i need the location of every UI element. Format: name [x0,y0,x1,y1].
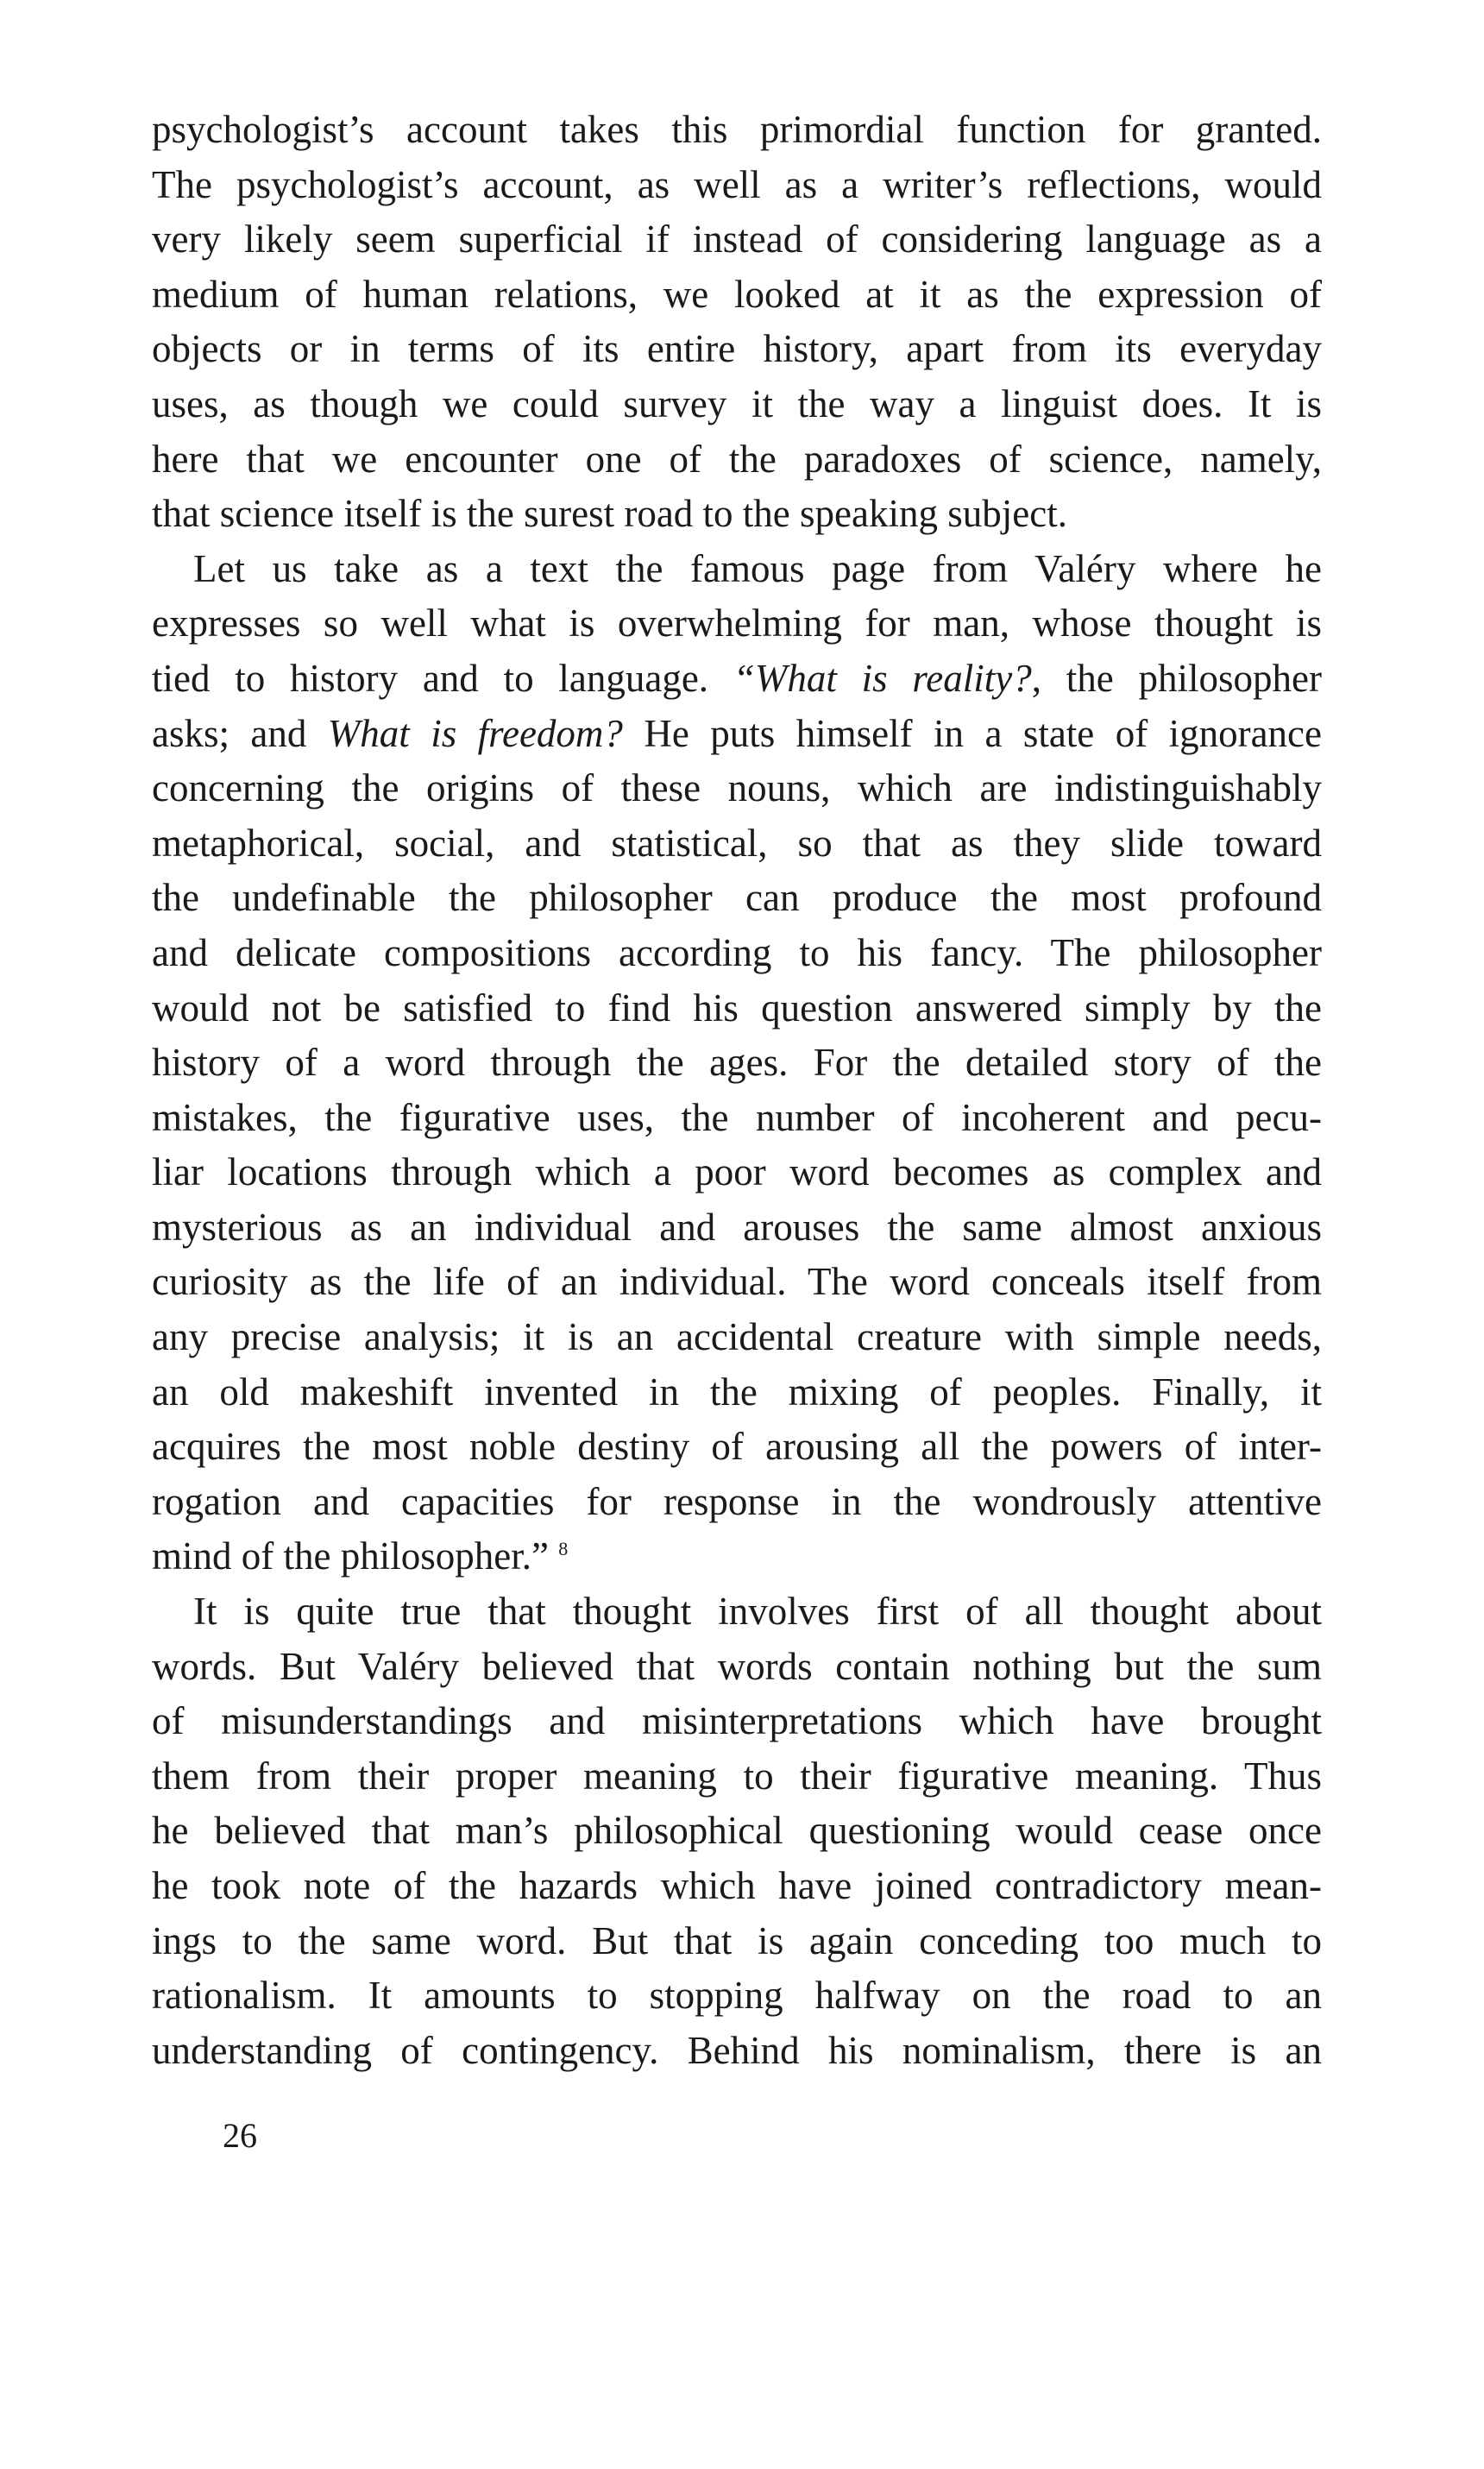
line-text: asks; and [152,711,328,755]
text-line [152,1200,1322,1256]
text-line [152,707,1322,762]
text-line [152,596,1322,652]
line-text: history of a word through the ages. For the detailed story of the [152,1041,1322,1085]
text-line [152,487,1322,542]
text-line [152,1091,1322,1146]
line-text: of misunderstandings and misinterpretations which have brought [152,1699,1322,1743]
line-text: and delicate compositions according to his fancy. The philosopher [152,930,1322,974]
italic-phrase: What is freedom? [327,711,623,755]
line-text: any precise analysis; it is an accidental creature with simple needs, [152,1315,1322,1359]
text-line [152,1749,1322,1805]
body-text [152,103,1322,2078]
line-text: uses, as though we could survey it the way a linguist does. It is [152,381,1322,425]
line-text: an old makeshift invented in the mixing of peoples. Finally, it [152,1370,1322,1414]
line-text: he believed that man’s philosophical questioning would cease once [152,1809,1322,1853]
text-line [152,1804,1322,1859]
line-text: tied to history and to language. [152,656,733,700]
line-text: metaphorical, social, and statistical, so that as they slide toward [152,821,1322,865]
text-line [152,322,1322,377]
line-text-rest: He puts himself in a state of ignorance [622,711,1322,755]
page-number: 26 [223,2116,257,2155]
line-text: curiosity as the life of an individual. The word conceals itself from [152,1260,1322,1304]
footnote-marker: 8 [558,1538,569,1560]
text-line [152,1859,1322,1914]
line-text: words. But Valéry believed that words contain nothing but the sum [152,1644,1322,1688]
text-line [152,816,1322,872]
text-line [152,158,1322,213]
line-text: mysterious as an individual and arouses the same almost anxious [152,1205,1322,1249]
text-line [152,981,1322,1036]
line-text: understanding of contingency. Behind his nominalism, there is an [152,2028,1322,2072]
text-line [152,1036,1322,1091]
text-line [152,377,1322,432]
line-text: acquires the most noble destiny of arousing all the powers of inter- [152,1425,1322,1469]
line-text: It is quite true that thought involves first of all thought about [193,1590,1322,1634]
line-text: Let us take as a text the famous page from Valéry where he [193,546,1322,590]
text-line [152,103,1322,158]
line-text-rest: , the philosopher [1031,656,1323,700]
text-line [152,542,1322,597]
text-line [152,1310,1322,1365]
line-text: The psychologist’s account, as well as a writer’s reflections, would [152,162,1322,206]
line-text: ings to the same word. But that is again conceding too much to [152,1918,1322,1962]
line-text: psychologist’s account takes this primordial function for granted. [152,108,1322,151]
text-line [152,1475,1322,1530]
text-line [152,1968,1322,2024]
line-text: he took note of the hazards which have joined contradictory mean- [152,1864,1322,1907]
text-line [152,1694,1322,1749]
text-line [152,432,1322,488]
line-text: liar locations through which a poor word becomes as complex and [152,1150,1322,1194]
text-line [152,212,1322,268]
line-text: that science itself is the surest road to the speaking subject. [152,492,1067,536]
text-line [152,761,1322,816]
line-text: here that we encounter one of the paradoxes of science, namely, [152,437,1322,481]
text-line [152,1255,1322,1310]
text-line [152,1640,1322,1695]
line-text: the undefinable the philosopher can produce the most profound [152,876,1322,920]
line-text: mind of the philosopher.” [152,1534,559,1578]
text-line [152,1145,1322,1200]
line-text: medium of human relations, we looked at it as the expression of [152,272,1322,316]
text-line [152,1584,1322,1640]
italic-phrase: “What is reality? [733,656,1032,700]
text-line [152,926,1322,981]
line-text: would not be satisfied to find his question answered simply by the [152,986,1322,1030]
line-text: expresses so well what is overwhelming for man, whose thought is [152,602,1322,646]
text-line [152,871,1322,926]
line-text: them from their proper meaning to their figurative meaning. Thus [152,1754,1322,1798]
line-text: mistakes, the figurative uses, the number of incoherent and pecu- [152,1095,1322,1139]
line-text: objects or in terms of its entire history, apart from its everyday [152,327,1322,371]
text-line [152,1914,1322,1969]
text-line [152,652,1322,707]
line-text: concerning the origins of these nouns, which are indistinguishably [152,766,1322,810]
line-text: rationalism. It amounts to stopping halfway on the road to an [152,1974,1322,2018]
line-text: very likely seem superficial if instead of considering language as a [152,217,1322,261]
line-text: rogation and capacities for response in the wondrously attentive [152,1479,1322,1523]
text-line [152,2024,1322,2079]
text-line [152,268,1322,323]
text-line [152,1365,1322,1420]
text-line [152,1529,1322,1584]
text-line [152,1420,1322,1475]
